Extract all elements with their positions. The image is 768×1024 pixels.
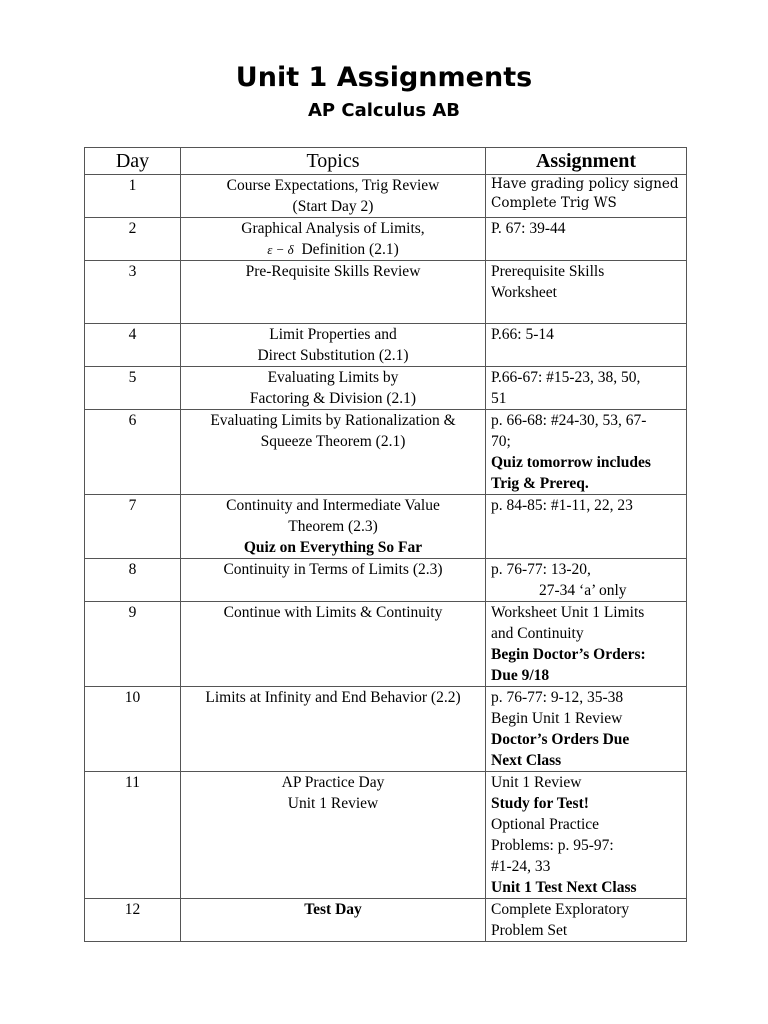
column-header-assignment: Assignment [486,148,687,175]
assignment-line: Begin Unit 1 Review [491,710,623,727]
topic-line: Unit 1 Review [287,795,379,812]
assignment-line: Quiz tomorrow includes [491,454,651,471]
assignment-line: #1-24, 33 [491,858,551,875]
day-cell: 12 [85,899,181,942]
column-header-topics: Topics [181,148,486,175]
topic-line: Theorem (2.3) [288,518,378,535]
page-title: Unit 1 Assignments [235,62,533,93]
assignment-cell [486,175,687,218]
table-row [85,559,687,602]
topic-cell [181,218,486,261]
assignment-line: Worksheet [491,284,557,301]
topic-cell [181,602,486,687]
assignments-table [84,147,687,942]
topic-cell [181,410,486,495]
assignment-line: 51 [491,390,507,407]
day-cell: 4 [85,324,181,367]
assignment-line: Problems: p. 95-97: [491,837,614,854]
topic-cell [181,367,486,410]
page-subtitle: AP Calculus AB [307,100,460,121]
topic-line: Continue with Limits & Continuity [223,604,443,621]
assignment-cell [486,687,687,772]
day-cell: 7 [85,495,181,559]
topic-cell [181,899,486,942]
assignment-line: P.66: 5-14 [491,326,554,343]
assignment-cell [486,218,687,261]
table-header-row [85,148,687,175]
day-cell: 11 [85,772,181,899]
assignment-line: Problem Set [491,922,568,939]
topic-line-part: Definition (2.1) [301,241,399,258]
day-cell: 5 [85,367,181,410]
topic-cell [181,495,486,559]
table-row [85,410,687,495]
assignment-line: Study for Test! [491,795,589,812]
assignment-line: Due 9/18 [491,667,550,684]
table-row [85,899,687,942]
table-row [85,772,687,899]
topic-line: Evaluating Limits by [267,369,399,386]
assignment-cell [486,602,687,687]
topic-line: Squeeze Theorem (2.1) [260,433,406,450]
topic-cell [181,175,486,218]
topic-line: Factoring & Division (2.1) [249,390,417,407]
day-cell: 6 [85,410,181,495]
column-header-day: Day [85,148,181,175]
topic-line: (Start Day 2) [292,198,374,215]
day-cell: 8 [85,559,181,602]
topic-cell [181,559,486,602]
table-row [85,218,687,261]
assignment-line: 70; [491,433,511,450]
assignment-cell [486,367,687,410]
table-row [85,261,687,324]
assignment-line: p. 84-85: #1-11, 22, 23 [491,497,633,514]
assignment-line: Next Class [491,752,562,769]
topic-line: Pre-Requisite Skills Review [245,263,421,280]
assignment-cell [486,410,687,495]
assignment-cell [486,495,687,559]
assignment-line: Prerequisite Skills [491,263,605,280]
topic-cell [181,261,486,324]
assignment-line: p. 76-77: 9-12, 35-38 [491,689,624,706]
assignment-line: Doctor’s Orders Due [491,731,630,748]
day-cell: 2 [85,218,181,261]
assignment-cell [486,899,687,942]
topic-line: Continuity in Terms of Limits (2.3) [223,561,443,578]
assignment-cell [486,324,687,367]
topic-cell [181,687,486,772]
table-row [85,602,687,687]
day-cell: 1 [85,175,181,218]
day-cell: 3 [85,261,181,324]
assignment-line: Unit 1 Review [491,774,582,791]
topic-line: Quiz on Everything So Far [243,539,423,556]
assignment-line: Optional Practice [491,816,600,833]
topic-line: Graphical Analysis of Limits, [241,220,425,237]
assignment-line: Complete Exploratory [491,901,630,918]
topic-line: Limits at Infinity and End Behavior (2.2) [205,689,461,706]
assignment-line: p. 76-77: 13-20, [491,561,591,578]
topic-line [185,239,481,260]
assignment-cell [486,261,687,324]
assignment-line: 27-34 ‘a’ only [539,582,627,599]
topic-line: Course Expectations, Trig Review [226,177,440,194]
topic-line: Test Day [304,901,362,918]
day-cell: 9 [85,602,181,687]
topic-line: AP Practice Day [281,774,385,791]
table-row [85,687,687,772]
assignment-line: Begin Doctor’s Orders: [491,646,646,663]
assignment-line: Unit 1 Test Next Class [491,879,637,896]
table-row [85,495,687,559]
assignment-line: Have grading policy signed [491,176,679,192]
topic-line: Limit Properties and [269,326,397,343]
table-row [85,324,687,367]
topic-line: Evaluating Limits by Rationalization & [210,412,456,429]
topic-cell [181,772,486,899]
assignment-line: P. 67: 39-44 [491,220,566,237]
assignment-cell [486,772,687,899]
epsilon-delta-symbol: ε − δ [267,242,294,257]
table-row [85,175,687,218]
day-cell: 10 [85,687,181,772]
topic-line: Continuity and Intermediate Value [226,497,440,514]
assignment-cell [486,559,687,602]
assignment-line: P.66-67: #15-23, 38, 50, [491,369,641,386]
assignment-line: Trig & Prereq. [491,475,589,492]
topic-cell [181,324,486,367]
assignment-line: Worksheet Unit 1 Limits [491,604,645,621]
assignment-line: p. 66-68: #24-30, 53, 67- [491,412,647,429]
assignment-line: Complete Trig WS [491,195,617,211]
table-row [85,367,687,410]
assignment-line: and Continuity [491,625,584,642]
topic-line: Direct Substitution (2.1) [257,347,409,364]
